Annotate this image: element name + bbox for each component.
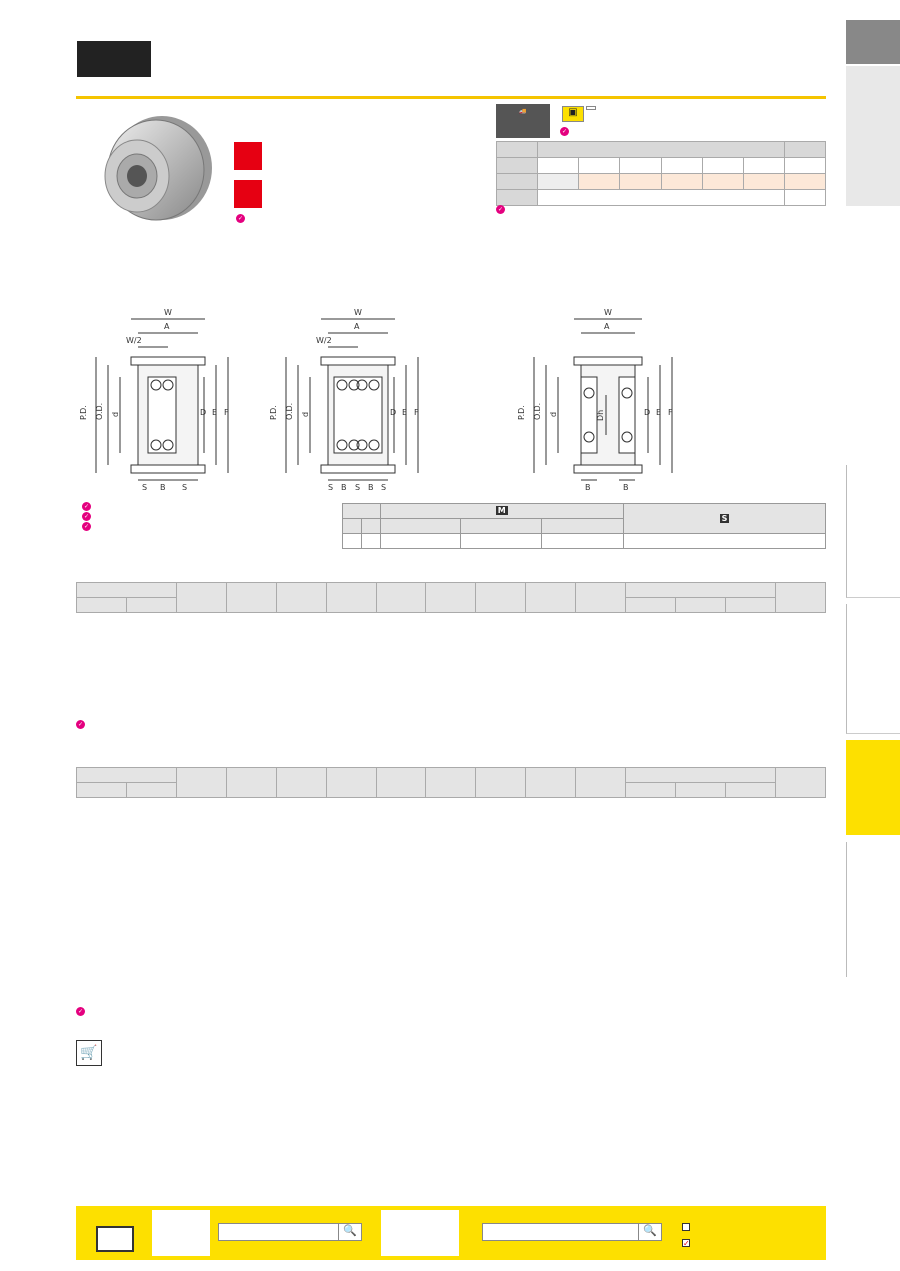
side-tab-cam-follower[interactable] <box>846 604 900 734</box>
svg-text:O.D.: O.D. <box>533 402 542 420</box>
cart-icon: 🛒 <box>76 1040 102 1066</box>
stock-label <box>586 106 596 110</box>
stock-box-icon: ▣ <box>562 106 584 122</box>
svg-text:B: B <box>585 483 591 492</box>
svg-text:B: B <box>368 483 374 492</box>
center-bearing-table <box>76 582 826 613</box>
price-tier-2 <box>234 180 284 208</box>
svg-text:A: A <box>164 322 170 331</box>
price-tier-1 <box>234 142 284 170</box>
svg-text:F: F <box>414 408 419 417</box>
svg-text:W/2: W/2 <box>316 336 332 345</box>
svg-text:A: A <box>354 322 360 331</box>
svg-text:W: W <box>354 308 362 317</box>
svg-text:F: F <box>224 408 229 417</box>
svg-text:S: S <box>142 483 148 492</box>
svg-text:Dh: Dh <box>596 409 605 421</box>
svg-text:W/2: W/2 <box>126 336 142 345</box>
delivery-truck-icon: 🚚 <box>496 104 550 138</box>
method1-box <box>152 1210 210 1256</box>
svg-text:S: S <box>328 483 334 492</box>
svg-text:O.D.: O.D. <box>95 402 104 420</box>
option-economy[interactable] <box>682 1239 690 1249</box>
keyword-search-icon[interactable]: 🔍 <box>638 1223 662 1241</box>
svg-text:D: D <box>644 408 651 417</box>
table1-note: ✓ <box>77 721 84 728</box>
side-tab-pulley[interactable] <box>846 740 900 835</box>
svg-text:B: B <box>160 483 166 492</box>
bearing-notes: ✓ ✓ ✓ <box>83 503 90 530</box>
svg-text:P.D.: P.D. <box>269 405 278 420</box>
technical-drawings <box>76 295 716 495</box>
monitor-icon <box>96 1226 134 1252</box>
delivery-note-2: ✓ <box>497 206 504 213</box>
rohs-note <box>236 214 247 224</box>
svg-text:B: B <box>623 483 629 492</box>
misumi-economy-logo <box>77 41 151 77</box>
checkbox-icon[interactable] <box>682 1223 690 1231</box>
mark-icon: ✓ <box>237 215 244 222</box>
svg-text:S: S <box>355 483 361 492</box>
logo-top <box>77 41 151 44</box>
svg-text:O.D.: O.D. <box>285 402 294 420</box>
header-divider <box>76 96 826 99</box>
product-image <box>92 108 218 228</box>
tier1-badge <box>234 142 262 170</box>
quantity-discount-table <box>496 141 826 206</box>
svg-text:A: A <box>604 322 610 331</box>
table2-note: ✓ <box>77 1008 84 1015</box>
svg-text:S: S <box>381 483 387 492</box>
svg-text:D: D <box>390 408 397 417</box>
svg-text:W: W <box>164 308 172 317</box>
svg-text:d: d <box>549 411 558 417</box>
svg-text:F: F <box>668 408 673 417</box>
model-generation-bar <box>76 1206 826 1260</box>
search-icon[interactable]: 🔍 <box>338 1223 362 1241</box>
checked-icon[interactable]: ✓ <box>683 1239 690 1248</box>
svg-text:S: S <box>182 483 188 492</box>
keyword-search-input[interactable] <box>482 1223 662 1241</box>
svg-text:B: B <box>341 483 347 492</box>
side-tab-rotation[interactable] <box>846 66 900 206</box>
spec-table: M S <box>342 503 826 549</box>
svg-text:P.D.: P.D. <box>517 405 526 420</box>
svg-text:d: d <box>301 411 310 417</box>
side-tab-bearing[interactable] <box>846 465 900 598</box>
delivery-note: ✓ <box>561 128 568 135</box>
svg-text:E: E <box>402 408 408 417</box>
svg-text:E: E <box>656 408 662 417</box>
side-tab-roller[interactable] <box>846 842 900 977</box>
option-misumi[interactable] <box>682 1223 690 1234</box>
both-side-bearing-table <box>76 767 826 798</box>
svg-text:P.D.: P.D. <box>79 405 88 420</box>
chapter-number <box>846 20 900 64</box>
svg-text:D: D <box>200 408 207 417</box>
tier2-badge <box>234 180 262 208</box>
method2-box <box>381 1210 459 1256</box>
svg-text:d: d <box>111 411 120 417</box>
svg-text:W: W <box>604 308 612 317</box>
svg-text:E: E <box>212 408 218 417</box>
